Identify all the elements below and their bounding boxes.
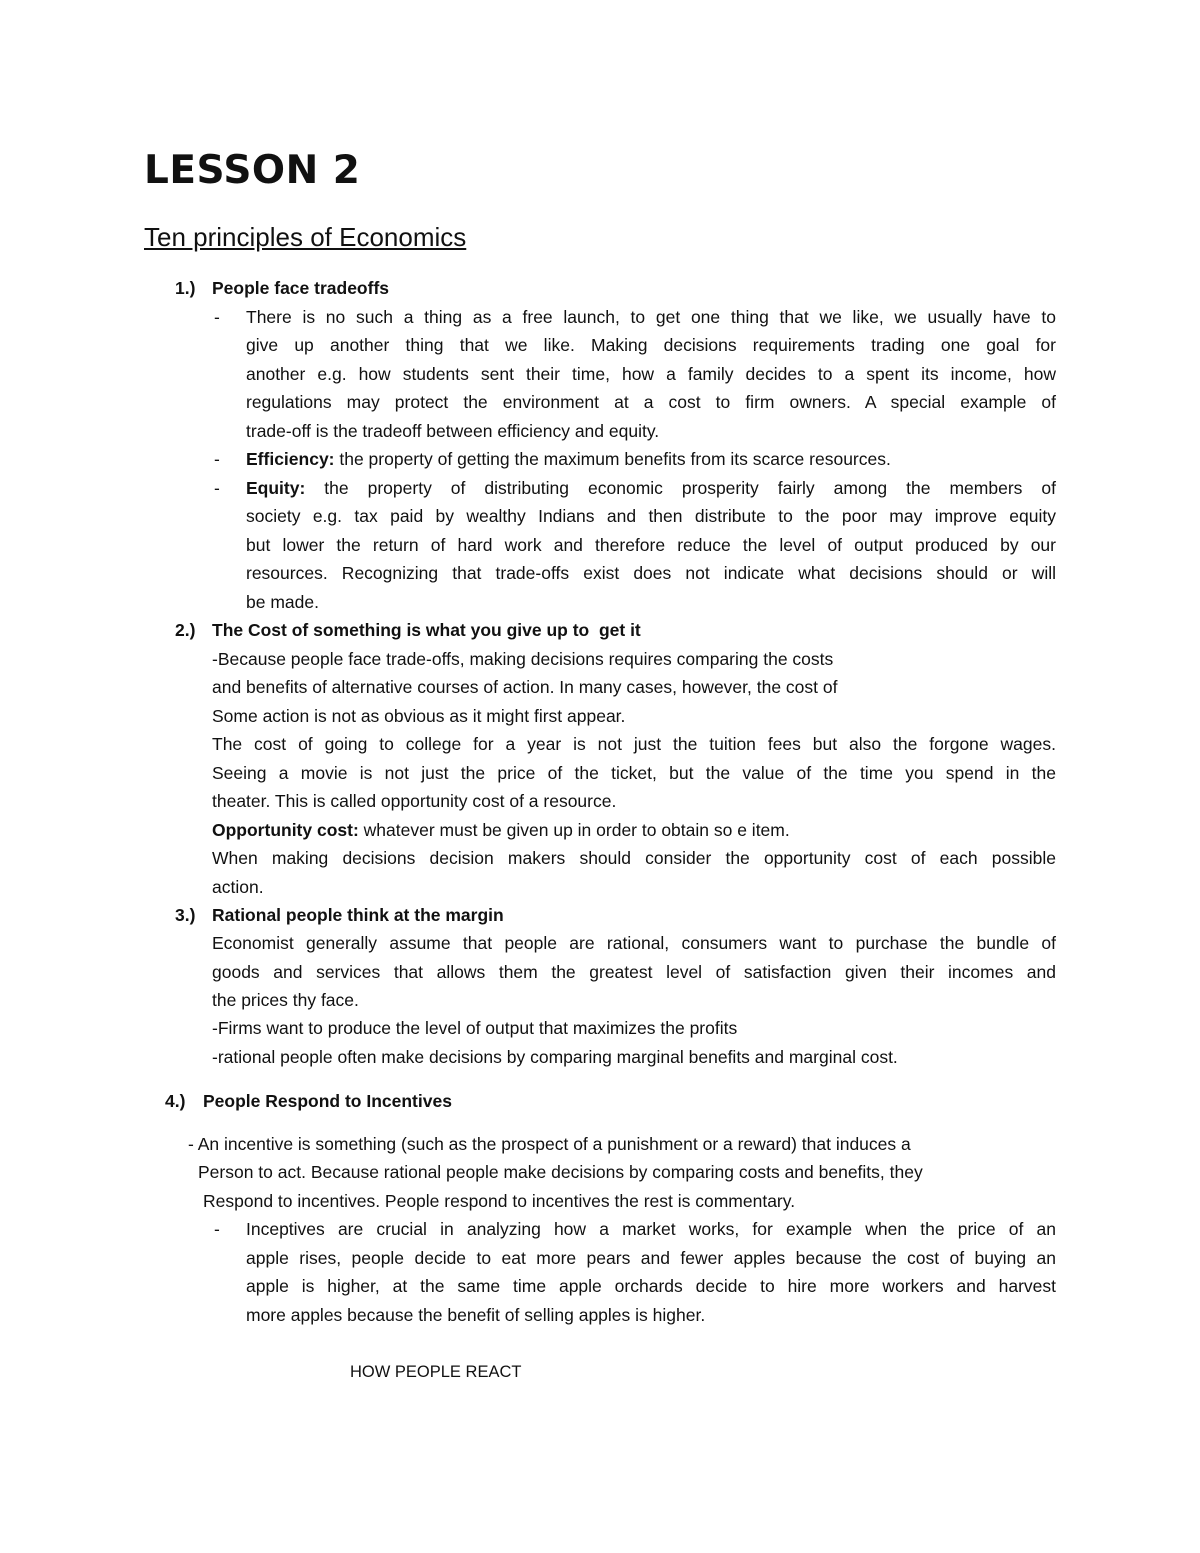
principle-3-number: 3.) (175, 905, 196, 925)
principle-1-text-line: another e.g. how students sent their time, how a family decides to a spent its income, how (246, 364, 1056, 384)
principle-2-text-line: theater. This is called opportunity cost of a resource. (212, 791, 617, 811)
equity-text: the property of distributing economic prosperity fairly among the members of (305, 478, 1056, 498)
principle-3-text-line: -Firms want to produce the level of output that maximizes the profits (212, 1018, 738, 1038)
efficiency-text: the property of getting the maximum benefits from its scarce resources. (334, 449, 891, 469)
principle-4-heading: People Respond to Incentives (203, 1091, 452, 1111)
principle-2-heading: The Cost of something is what you give up to get it (212, 620, 641, 640)
principle-4-bullet-line: more apples because the benefit of selling apples is higher. (246, 1305, 706, 1325)
principle-4-number: 4.) (165, 1091, 186, 1111)
equity-definition (246, 474, 1056, 503)
opportunity-cost-text: whatever must be given up in order to obtain so e item. (358, 820, 790, 840)
principle-1-text-line: There is no such a thing as a free launch, to get one thing that we like, we usually have to (246, 307, 1056, 327)
principle-3-heading: Rational people think at the margin (212, 905, 504, 925)
principle-3-text-line: goods and services that allows them the greatest level of satisfaction given their incomes and (212, 962, 1056, 982)
equity-text-line: society e.g. tax paid by wealthy Indians and then distribute to the poor may improve equity (246, 506, 1056, 526)
principle-1-number: 1.) (175, 278, 196, 298)
principle-4-bullet-line: Inceptives are crucial in analyzing how a market works, for example when the price of an (246, 1219, 1056, 1239)
bullet-dash: - (214, 478, 220, 498)
principle-4-text-line: Respond to incentives. People respond to incentives the rest is commentary. (203, 1191, 796, 1211)
equity-text-line: be made. (246, 592, 319, 612)
principle-2-text-line: When making decisions decision makers should consider the opportunity cost of each possible (212, 848, 1056, 868)
equity-term: Equity: (246, 478, 306, 498)
principle-3-text-line: Economist generally assume that people are rational, consumers want to purchase the bundle of (212, 933, 1056, 953)
opportunity-cost-term: Opportunity cost: (212, 820, 359, 840)
principle-1-text-line: regulations may protect the environment at a cost to firm owners. A special example of (246, 392, 1056, 412)
principle-4-text-line: - An incentive is something (such as the prospect of a punishment or a reward) that induces a (188, 1134, 911, 1154)
bullet-dash: - (214, 307, 220, 327)
principle-3-text-line: -rational people often make decisions by comparing marginal benefits and marginal cost. (212, 1047, 898, 1067)
bullet-dash: - (214, 449, 220, 469)
principle-2-number: 2.) (175, 620, 196, 640)
efficiency-term: Efficiency: (246, 449, 335, 469)
principle-1-text-line: give up another thing that we like. Making decisions requirements trading one goal for (246, 335, 1056, 355)
equity-text-line: but lower the return of hard work and therefore reduce the level of output produced by our (246, 535, 1056, 555)
principle-4-text-line: Person to act. Because rational people make decisions by comparing costs and benefits, they (198, 1162, 923, 1182)
principle-4-bullet-line: apple rises, people decide to eat more pears and fewer apples because the cost of buying an (246, 1248, 1056, 1268)
caption-text: HOW PEOPLE REACT (350, 1363, 522, 1381)
equity-text-line: resources. Recognizing that trade-offs exist does not indicate what decisions should or will (246, 563, 1056, 583)
opportunity-cost-definition (212, 816, 790, 845)
principle-1-heading: People face tradeoffs (212, 278, 389, 298)
principle-2-text-line: The cost of going to college for a year is not just the tuition fees but also the forgone wages. (212, 734, 1056, 754)
principle-1-text-line: trade-off is the tradeoff between efficiency and equity. (246, 421, 660, 441)
lesson-title: LESSON 2 (144, 148, 361, 193)
bullet-dash: - (214, 1219, 220, 1239)
document-subtitle: Ten principles of Economics (144, 222, 467, 252)
principle-4-bullet-line: apple is higher, at the same time apple orchards decide to hire more workers and harvest (246, 1276, 1056, 1296)
efficiency-definition (246, 445, 891, 474)
principle-2-text-line: -Because people face trade-offs, making decisions requires comparing the costs (212, 649, 834, 669)
principle-2-text-line: action. (212, 877, 264, 897)
principle-2-text-line: Some action is not as obvious as it might first appear. (212, 706, 626, 726)
principle-3-text-line: the prices thy face. (212, 990, 359, 1010)
principle-2-text-line: Seeing a movie is not just the price of the ticket, but the value of the time you spend in the (212, 763, 1056, 783)
principle-2-text-line: and benefits of alternative courses of action. In many cases, however, the cost of (212, 677, 838, 697)
